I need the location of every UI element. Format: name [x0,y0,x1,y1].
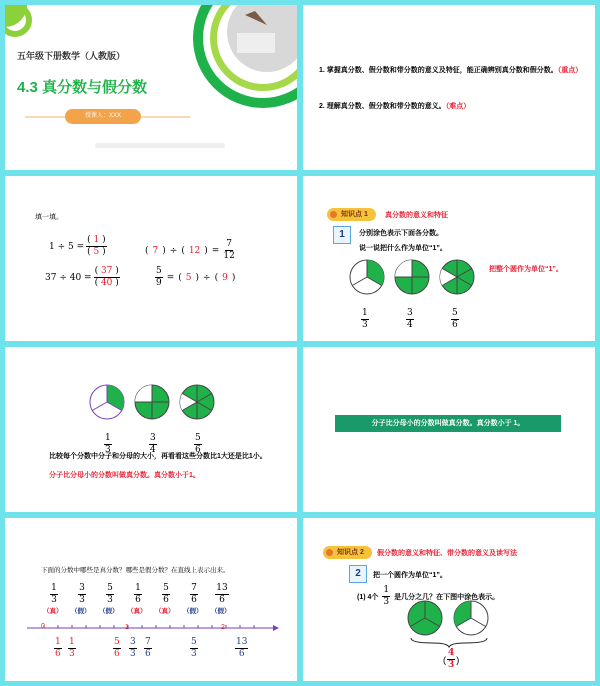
mark-7-6: $\frac{7}{6}$ [145,637,151,659]
answer-2: ( $\frac{4}{3}$ ) [443,648,460,670]
eq3-answer: $\frac{( 37 )}{( 40 )}$ [94,266,119,288]
frac-5-6: $\frac{5}{6}$ [452,308,458,330]
objective-1-text: 1. 掌握真分数、假分数和带分数的意义及特征，能正确辨别真分数和假分数。 [319,67,558,74]
fraction-circles [347,258,487,298]
eq1-answer: $\frac{( 1 )}{( 5 )}$ [87,235,106,257]
eq1 [49,236,107,257]
improper-circles [403,598,499,648]
nl-zero: 0 [41,623,45,630]
circle-thirds-b [90,385,124,419]
compare-question: 比较每个分数中分子和分母的大小，再看看这些分数比1大还是比1小。 [49,453,267,460]
mark-1-6: $\frac{1}{6}$ [55,637,61,659]
mark-5-3: $\frac{5}{3}$ [191,637,197,659]
knowledge-title-1: 真分数的意义和特征 [385,212,448,219]
objective-2-tag: （难点） [445,103,471,110]
eq2-a: 7 [152,245,159,256]
eq2-b: 12 [188,245,201,256]
circle-sixths [440,260,474,294]
instruction-2: 把一个圆作为单位“1”。 [373,572,447,579]
question-2: (1) 4个 $\frac{1}{3}$ 是几分之几？在下图中涂色表示。 [357,585,500,607]
cover-title-text: 真分数与假分数 [42,79,148,96]
eq3 [45,267,120,288]
proper-fraction-conclusion: 分子比分母小的分数叫做真分数。真分数小于1。 [49,472,200,479]
frac-1-3: $\frac{1}{3}$ [362,308,368,330]
eq4: $\frac{5}{9}$ = ( 5 ) ÷ ( 9 ) [156,266,236,288]
objective-1 [319,65,587,76]
slide-compare[interactable] [5,347,297,512]
presenter-badge: 授课人：XXX [65,109,141,124]
eq2-result: $\frac{7}{12}$ [223,239,235,261]
cover-number: 4.3 [17,79,38,96]
slide-cover[interactable] [5,5,297,170]
eq4-op: ÷ [203,272,211,283]
frac-1-3-b: $\frac{1}{3}$ [105,433,111,455]
frac-5-6-b: $\frac{5}{6}$ [195,433,201,455]
objective-1-tag: （重点） [557,67,583,74]
answer-1: 把整个圆作为单位“1”。 [489,266,563,273]
slide-number-line[interactable] [5,518,297,681]
fill-heading: 填一填。 [35,214,63,221]
eq2-op: ÷ [169,245,178,256]
objective-2-text: 2. 理解真分数、假分数和带分数的意义。 [319,103,446,110]
cover-title [17,76,147,97]
mark-13-6: $\frac{13}{6}$ [236,637,248,659]
mark-1-3: $\frac{1}{3}$ [69,637,75,659]
step-badge-2: 2 [349,565,367,583]
eq4-b: 9 [222,272,228,283]
circle-thirds [350,260,384,294]
knowledge-tag-2: 知识点 2 [323,546,372,559]
circle-sixths-b [180,385,214,419]
mark-3-3: $\frac{3}{3}$ [130,637,136,659]
circle-quarters-b [135,385,169,419]
kind-list: （真） （假） （假） （真） （真） （假） （假） [43,608,231,615]
eq1-left: 1 ÷ 5 = [49,241,85,252]
compare-circles [89,383,219,421]
question-2-rest: 是几分之几？在下图中涂色表示。 [394,593,500,601]
mark-5-6: $\frac{5}{6}$ [114,637,120,659]
eq2: ( 7 ) ÷ ( 12 ) = $\frac{7}{12}$ [145,239,235,261]
frac-3-4-b: $\frac{3}{4}$ [150,433,156,455]
eq4-a: 5 [185,272,192,283]
question-1: 说一说把什么作为单位“1”。 [359,245,447,252]
slide-knowledge-2[interactable] [303,518,595,681]
slide-definition[interactable] [303,347,595,512]
step-badge-1: 1 [333,226,351,244]
knowledge-title-2: 假分数的意义和特征、带分数的意义及读写法 [377,550,517,557]
question-2-lead: (1) 4个 [357,593,379,601]
knowledge-tag-1: 知识点 1 [327,208,376,221]
instruction-1: 分别涂色表示下面各分数。 [359,230,443,237]
nl-two: 2 [221,624,225,631]
definition-bar: 分子比分母小的分数叫做真分数。真分数小于 1。 [335,415,561,432]
frac-3-4: $\frac{3}{4}$ [407,308,413,330]
slide-objectives[interactable] [303,5,595,170]
slide-fill-blank[interactable] [5,176,297,341]
eq3-left: 37 ÷ 40 = [45,272,92,283]
fraction-list: $\frac{1}{3}$ $\frac{3}{3}$ $\frac{5}{3}$ $\frac{1}{6}$ $\frac{5}{6}$ $\frac{7}{6}$ $\frac{13}{6}$ [51,583,228,605]
cover-subtitle: 五年级下册数学（人教版） [17,51,126,61]
slide-knowledge-1[interactable] [303,176,595,341]
objective-2 [319,101,587,111]
circle-quarters [395,260,429,294]
nl-one: 1 [125,624,129,631]
number-line-question: 下面的分数中哪些是真分数？哪些是假分数？在直线上表示出来。 [41,567,230,574]
